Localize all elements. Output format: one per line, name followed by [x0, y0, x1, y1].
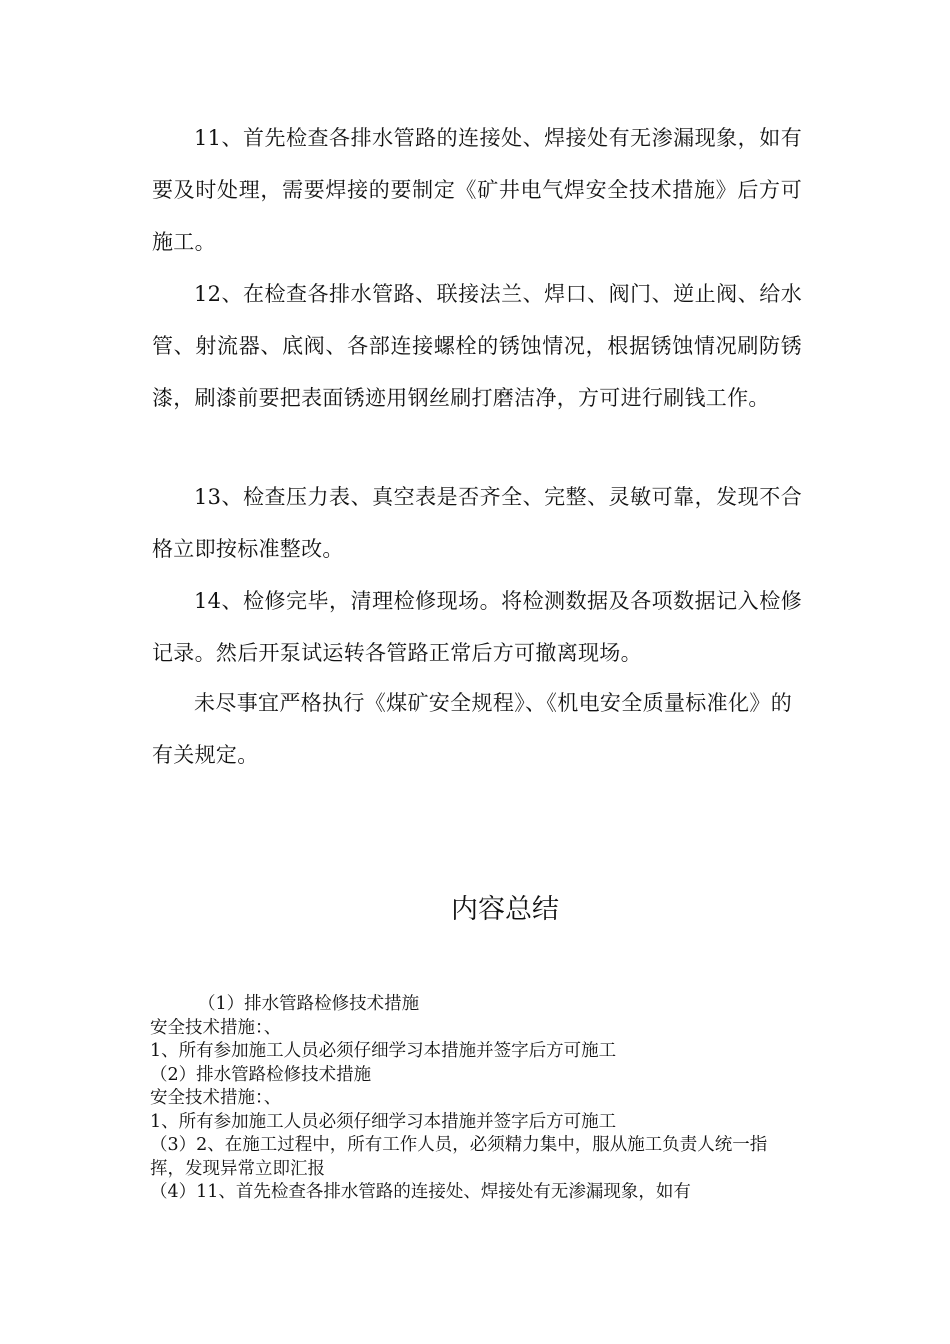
summary-line: 1、所有参加施工人员必须仔细学习本措施并签字后方可施工 [150, 1111, 617, 1132]
summary-line: （3）2、在施工过程中，所有工作人员，必须精力集中，服从施工负责人统一指挥，发现异常立即汇报 [150, 1135, 768, 1179]
summary-title: 内容总结 [451, 894, 559, 925]
paragraph-closing-note: 未尽事宜严格执行《煤矿安全规程》、《机电安全质量标准化》的有关规定。 [152, 691, 792, 767]
summary-line: （4）11、首先检查各排水管路的连接处、焊接处有无渗漏现象，如有 [150, 1182, 691, 1202]
paragraph-item-11: 11、首先检查各排水管路的连接处、焊接处有无渗漏现象，如有要及时处理，需要焊接的要制定《矿井电气焊安全技术措施》后方可施工。 [152, 126, 802, 254]
paragraph-item-14: 14、检修完毕，清理检修现场。将检测数据及各项数据记入检修记录。然后开泵试运转各管路正常后方可撤离现场。 [152, 589, 802, 665]
paragraph-item-12: 12、在检查各排水管路、联接法兰、焊口、阀门、逆止阀、给水管、射流器、底阀、各部连接螺栓的锈蚀情况，根据锈蚀情况刷防锈漆，刷漆前要把表面锈迹用钢丝刷打磨洁净，方可进行刷钱工作。 [152, 282, 802, 410]
summary-line: 1、所有参加施工人员必须仔细学习本措施并签字后方可施工 [150, 1041, 617, 1061]
summary-line: 安全技术措施：、 [150, 1017, 282, 1038]
summary-line: （1）排水管路检修技术措施 [198, 994, 420, 1014]
summary-line: （2）排水管路检修技术措施 [150, 1064, 372, 1085]
summary-line: 安全技术措施：、 [150, 1088, 282, 1108]
summary-section [150, 993, 800, 1205]
paragraph-item-13: 13、检查压力表、真空表是否齐全、完整、灵敏可靠，发现不合格立即按标准整改。 [152, 485, 802, 561]
